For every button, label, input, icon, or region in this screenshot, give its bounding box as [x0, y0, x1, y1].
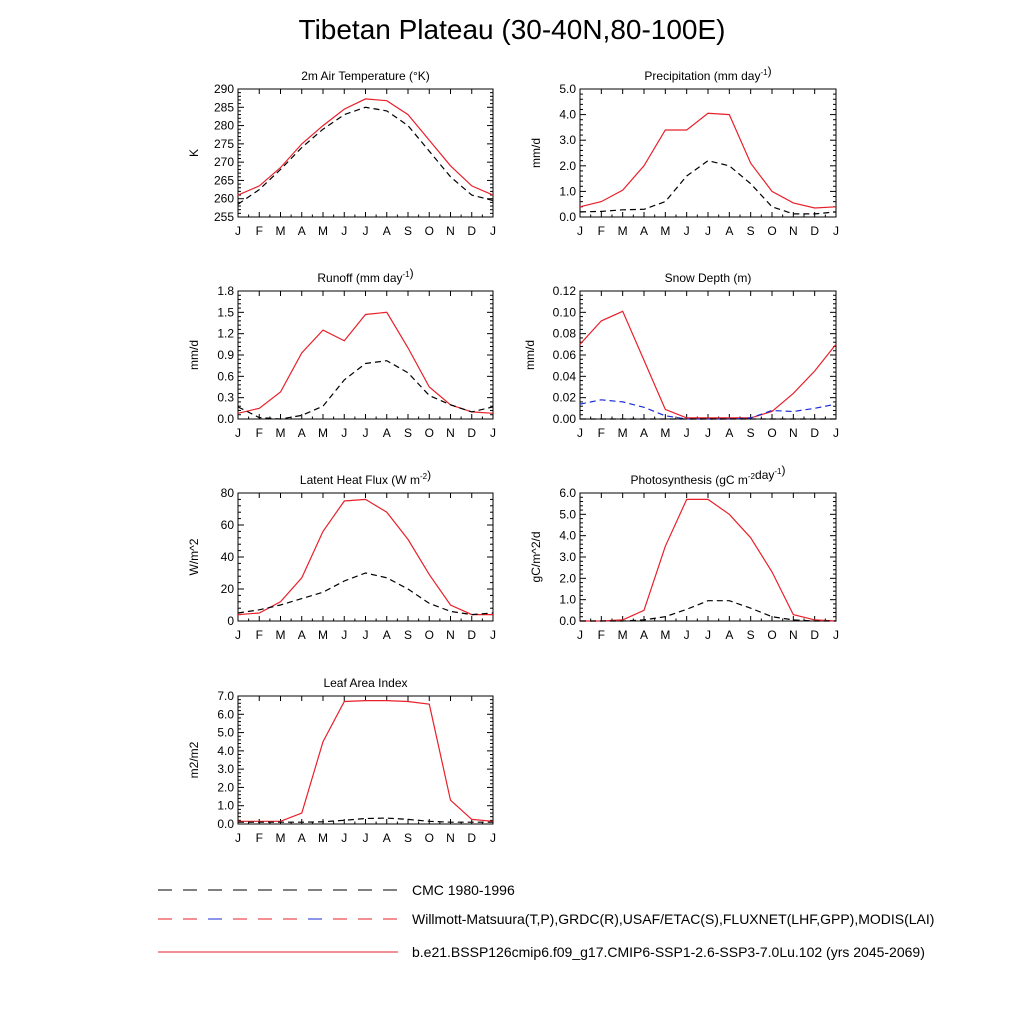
x-tick-label: N: [446, 628, 455, 642]
x-tick-label: O: [767, 628, 777, 642]
y-tick-label: 1.2: [217, 326, 234, 341]
y-tick-label: 2.0: [559, 158, 576, 173]
x-tick-label: M: [660, 426, 671, 440]
x-tick-label: J: [362, 426, 369, 440]
x-tick-label: J: [341, 628, 348, 642]
x-tick-label: M: [275, 426, 286, 440]
plot-frame: [580, 493, 836, 621]
x-tick-label: A: [725, 224, 734, 238]
plot-frame: [580, 89, 836, 217]
x-tick-label: A: [297, 831, 306, 845]
y-tick-label: 0.06: [552, 348, 576, 362]
y-axis-label: W/m^2: [187, 538, 201, 576]
y-tick-label: 1.0: [217, 798, 234, 813]
x-tick-label: J: [235, 831, 241, 845]
legend-swatch-observations: [158, 909, 398, 929]
x-tick-label: N: [788, 628, 798, 642]
y-tick-label: 0.00: [552, 412, 576, 426]
x-tick-label: F: [255, 426, 263, 440]
y-tick-label: 0.10: [552, 305, 576, 320]
x-tick-label: M: [275, 224, 286, 238]
x-tick-label: J: [341, 831, 348, 845]
x-tick-label: D: [810, 628, 820, 642]
x-tick-label: J: [683, 224, 690, 238]
y-tick-label: 1.5: [217, 305, 234, 320]
x-tick-label: J: [235, 426, 241, 440]
x-tick-label: S: [746, 426, 755, 440]
series-line-model: [580, 113, 836, 208]
x-tick-label: S: [746, 628, 755, 642]
x-tick-label: M: [275, 628, 286, 642]
x-tick-label: J: [341, 426, 348, 440]
y-tick-label: 255: [213, 210, 234, 224]
legend-label-observations: Willmott-Matsuura(T,P),GRDC(R),USAF/ETAC(S),FLUXNET(LHF,GPP),MODIS(LAI): [412, 911, 935, 927]
x-tick-label: D: [467, 426, 477, 440]
x-tick-label: J: [235, 224, 241, 238]
x-tick-label: F: [255, 831, 263, 845]
x-tick-label: N: [788, 426, 798, 440]
x-tick-label: J: [362, 831, 369, 845]
page-title: Tibetan Plateau (30-40N,80-100E): [298, 14, 726, 45]
y-tick-label: 7.0: [217, 689, 234, 703]
panel-snow-depth: [523, 271, 839, 440]
panel-latent-heat: [187, 468, 496, 642]
x-tick-label: N: [788, 224, 798, 238]
panel-title: 2m Air Temperature (°K): [301, 69, 430, 83]
panel-title: Leaf Area Index: [323, 676, 408, 690]
legend-row-model: [158, 942, 925, 962]
x-tick-label: J: [577, 628, 583, 642]
y-tick-label: 0.0: [217, 817, 234, 831]
x-tick-label: A: [725, 628, 734, 642]
series-line-cmc: [580, 161, 836, 214]
x-tick-label: O: [424, 831, 434, 845]
x-tick-label: F: [255, 224, 263, 238]
x-tick-label: A: [639, 426, 649, 440]
plot-frame: [238, 291, 493, 419]
y-tick-label: 6.0: [217, 707, 234, 722]
panel-title: Snow Depth (m): [664, 271, 752, 285]
y-tick-label: 3.0: [217, 762, 234, 777]
y-axis-label: gC/m^2/d: [529, 531, 543, 583]
y-tick-label: 1.8: [217, 284, 234, 298]
y-axis-label: mm/d: [523, 340, 537, 370]
x-tick-label: A: [725, 426, 734, 440]
y-tick-label: 0: [227, 614, 234, 628]
y-tick-label: 5.0: [217, 725, 234, 740]
y-tick-label: 0.3: [217, 390, 234, 405]
x-tick-label: J: [577, 426, 583, 440]
y-tick-label: 5.0: [559, 82, 576, 96]
x-tick-label: M: [318, 628, 328, 642]
x-tick-label: J: [235, 628, 241, 642]
x-tick-label: M: [318, 831, 328, 845]
y-tick-label: 0.6: [217, 369, 234, 384]
y-tick-label: 1.0: [559, 184, 576, 199]
y-tick-label: 260: [213, 191, 234, 206]
y-tick-label: 5.0: [559, 507, 576, 522]
panel-photosynthesis: [529, 463, 839, 642]
panel-leaf-area-index: [187, 676, 496, 845]
legend-label-model: b.e21.BSSP126cmip6.f09_g17.CMIP6-SSP1-2.6-SSP3-7.0Lu.102 (yrs 2045-2069): [412, 944, 925, 960]
y-axis-label: m2/m2: [187, 741, 201, 779]
y-tick-label: 265: [213, 173, 234, 188]
x-tick-label: J: [705, 628, 711, 642]
y-tick-label: 1.0: [559, 592, 576, 607]
plot-frame: [580, 291, 836, 419]
x-tick-label: N: [446, 224, 455, 238]
panel-title: Photosynthesis (gC $m^{-2}day^{-1}$): [630, 463, 786, 487]
x-tick-label: J: [490, 224, 496, 238]
y-tick-label: 280: [213, 118, 234, 133]
series-line-cmc: [238, 107, 493, 204]
y-tick-label: 80: [220, 486, 234, 500]
y-tick-label: 40: [220, 550, 234, 564]
x-tick-label: J: [490, 628, 496, 642]
y-tick-label: 2.0: [217, 780, 234, 795]
x-tick-label: S: [403, 628, 413, 642]
legend-label-cmc: CMC 1980-1996: [412, 882, 515, 898]
x-tick-label: J: [490, 831, 496, 845]
x-tick-label: J: [683, 426, 690, 440]
y-tick-label: 3.0: [559, 133, 576, 148]
x-tick-label: F: [255, 628, 263, 642]
x-tick-label: A: [382, 628, 391, 642]
x-tick-label: J: [705, 224, 711, 238]
x-tick-label: S: [403, 224, 413, 238]
legend-row-observations: [158, 909, 935, 929]
plot-frame: [238, 89, 493, 217]
x-tick-label: O: [424, 224, 434, 238]
y-tick-label: 0.12: [552, 284, 576, 298]
x-tick-label: D: [467, 224, 477, 238]
x-tick-label: A: [297, 628, 306, 642]
x-tick-label: O: [767, 426, 777, 440]
panel-runoff: [187, 266, 496, 440]
legend-row-cmc: [158, 880, 515, 900]
x-tick-label: J: [705, 426, 711, 440]
x-tick-label: A: [297, 426, 306, 440]
x-tick-label: J: [362, 628, 369, 642]
y-tick-label: 4.0: [559, 107, 576, 122]
y-tick-label: 0.08: [552, 326, 576, 341]
x-tick-label: A: [639, 628, 649, 642]
x-tick-label: D: [810, 426, 820, 440]
x-tick-label: J: [683, 628, 690, 642]
x-tick-label: M: [617, 628, 628, 642]
x-tick-label: D: [810, 224, 820, 238]
x-tick-label: F: [597, 628, 606, 642]
x-tick-label: J: [577, 224, 583, 238]
y-tick-label: 0.02: [552, 390, 576, 405]
plot-frame: [238, 493, 493, 621]
x-tick-label: J: [362, 224, 369, 238]
x-tick-label: M: [275, 831, 286, 845]
legend-swatch-cmc: [158, 880, 398, 900]
y-tick-label: 290: [213, 82, 234, 96]
x-tick-label: A: [297, 224, 306, 238]
y-tick-label: 4.0: [217, 743, 234, 758]
x-tick-label: N: [446, 831, 455, 845]
y-tick-label: 3.0: [559, 550, 576, 564]
y-tick-label: 285: [213, 100, 234, 115]
x-tick-label: D: [467, 831, 477, 845]
x-tick-label: A: [382, 426, 391, 440]
legend-swatch-model: [158, 942, 398, 962]
x-tick-label: J: [341, 224, 348, 238]
series-line-model: [580, 311, 836, 418]
x-tick-label: J: [833, 224, 839, 238]
x-tick-label: S: [746, 224, 755, 238]
y-tick-label: 6.0: [559, 486, 576, 500]
series-line-model: [238, 701, 493, 822]
panel-title: Precipitation (mm day$^{-1}$): [644, 64, 772, 83]
series-line-cmc: [238, 361, 493, 419]
x-tick-label: N: [446, 426, 455, 440]
x-tick-label: M: [617, 224, 628, 238]
y-axis-label: mm/d: [187, 340, 201, 370]
x-tick-label: A: [382, 831, 391, 845]
y-axis-label: mm/d: [529, 138, 543, 168]
panel-precipitation: [529, 64, 839, 238]
series-line-model: [580, 499, 836, 621]
x-tick-label: O: [424, 628, 434, 642]
y-tick-label: 275: [213, 136, 234, 151]
panel-title: Latent Heat Flux (W $m^{-2}$): [299, 468, 432, 487]
y-tick-label: 0.0: [559, 614, 576, 628]
y-tick-label: 60: [220, 518, 234, 532]
y-tick-label: 0.04: [552, 369, 576, 384]
x-tick-label: F: [597, 426, 606, 440]
y-tick-label: 2.0: [559, 571, 576, 586]
x-tick-label: S: [403, 426, 413, 440]
y-tick-label: 0.0: [217, 412, 234, 426]
series-line-cmc: [238, 573, 493, 615]
x-tick-label: O: [424, 426, 434, 440]
y-tick-label: 0.9: [217, 348, 234, 362]
x-tick-label: M: [617, 426, 628, 440]
y-tick-label: 0.0: [559, 210, 576, 224]
x-tick-label: M: [318, 224, 328, 238]
x-tick-label: J: [490, 426, 496, 440]
x-tick-label: O: [767, 224, 777, 238]
x-tick-label: S: [403, 831, 413, 845]
series-line-model: [238, 312, 493, 413]
x-tick-label: M: [660, 628, 671, 642]
x-tick-label: A: [639, 224, 649, 238]
panel-temperature: [187, 69, 496, 238]
y-tick-label: 20: [220, 582, 234, 596]
x-tick-label: F: [597, 224, 606, 238]
x-tick-label: M: [318, 426, 328, 440]
series-line-model: [238, 499, 493, 614]
y-axis-label: K: [187, 148, 201, 158]
x-tick-label: J: [833, 628, 839, 642]
y-tick-label: 270: [213, 155, 234, 170]
x-tick-label: D: [467, 628, 477, 642]
x-tick-label: J: [833, 426, 839, 440]
panel-title: Runoff (mm day$^{-1}$): [317, 266, 414, 285]
y-tick-label: 4.0: [559, 528, 576, 543]
x-tick-label: M: [660, 224, 671, 238]
x-tick-label: A: [382, 224, 391, 238]
